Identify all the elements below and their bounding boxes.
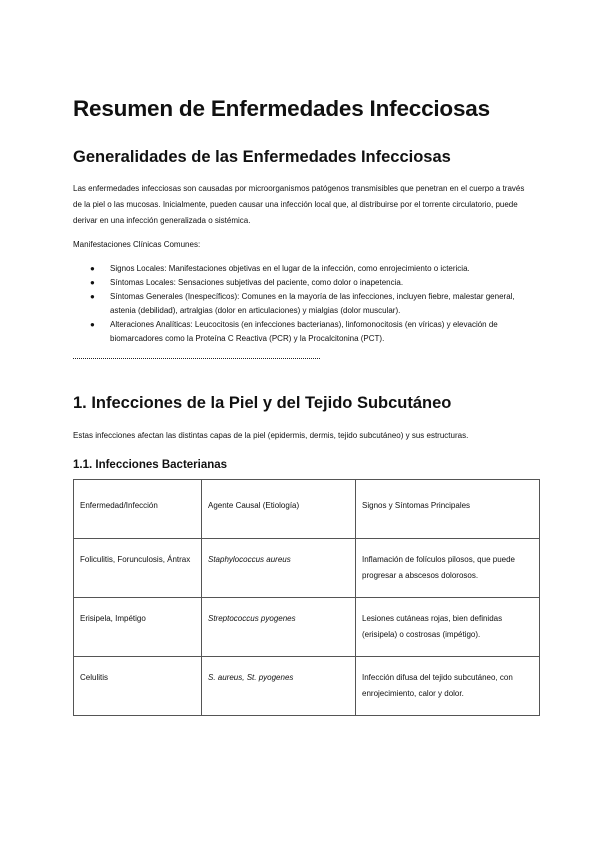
table-cell-agent: Staphylococcus aureus: [202, 539, 356, 598]
list-item-text: Síntomas Generales (Inespecíficos): Comunes en la mayoría de las infecciones, incluyen fiebre, malestar general, astenia (debilidad), artralgias (dolor en articulaciones) y mialgias (dolor muscular).: [110, 292, 515, 315]
list-item: [73, 276, 523, 290]
bullet-icon: ●: [90, 264, 95, 273]
table-cell-symptoms: Infección difusa del tejido subcutáneo, con enrojecimiento, calor y dolor.: [356, 657, 540, 716]
list-item-text: Síntomas Locales: Sensaciones subjetivas del paciente, como dolor o inapetencia.: [110, 278, 404, 287]
bacterial-infections-subheading: 1.1. Infecciones Bacterianas: [73, 459, 228, 471]
bacterial-infections-table: [73, 479, 540, 716]
table-row: [74, 657, 540, 716]
table-cell-disease: Celulitis: [74, 657, 202, 716]
table-row: [74, 598, 540, 657]
table-cell-symptoms: Lesiones cutáneas rojas, bien definidas (erisipela) o costrosas (impétigo).: [356, 598, 540, 657]
list-item-text: Alteraciones Analíticas: Leucocitosis (en infecciones bacterianas), linfomonocitosis (en víricas) y elevación de biomarcadores como la Proteína C Reactiva (PCR) y la Procalcitonina (PCT).: [110, 320, 498, 343]
bullet-icon: ●: [90, 278, 95, 287]
bullet-icon: ●: [90, 320, 95, 329]
table-cell-disease: Foliculitis, Forunculosis, Ántrax: [74, 539, 202, 598]
list-item: [73, 318, 523, 346]
table-header-disease: Enfermedad/Infección: [74, 480, 202, 539]
table-header-symptoms: Signos y Síntomas Principales: [356, 480, 540, 539]
list-item: [73, 262, 523, 276]
table-cell-disease: Erisipela, Impétigo: [74, 598, 202, 657]
section-general-intro: Las enfermedades infecciosas son causadas por microorganismos patógenos transmisibles que penetran en el cuerpo a través de la piel o las mucosas. Inicialmente, pueden causar una infección local que, al distribuirse por el torrente circulatorio, puede derivar en una infección generalizada o sistémica.: [73, 184, 525, 225]
document-title: Resumen de Enfermedades Infecciosas: [73, 96, 490, 121]
list-item-text: Signos Locales: Manifestaciones objetivas en el lugar de la infección, como enrojecimiento o ictericia.: [110, 264, 470, 273]
list-item: [73, 290, 523, 318]
manifestations-label: Manifestaciones Clínicas Comunes:: [73, 240, 201, 249]
section-skin-heading: 1. Infecciones de la Piel y del Tejido Subcutáneo: [73, 394, 452, 412]
table-header-row: [74, 480, 540, 539]
table-cell-symptoms: Inflamación de folículos pilosos, que puede progresar a abscesos dolorosos.: [356, 539, 540, 598]
table-header-agent: Agente Causal (Etiología): [202, 480, 356, 539]
dotted-separator: [73, 358, 320, 361]
section-general-heading: Generalidades de las Enfermedades Infecciosas: [73, 148, 451, 166]
bullet-icon: ●: [90, 292, 95, 301]
table-cell-agent: Streptococcus pyogenes: [202, 598, 356, 657]
manifestations-list: [73, 262, 523, 346]
table-row: [74, 539, 540, 598]
section-skin-intro: Estas infecciones afectan las distintas capas de la piel (epidermis, dermis, tejido subcutáneo) y sus estructuras.: [73, 431, 469, 440]
table-cell-agent: S. aureus, St. pyogenes: [202, 657, 356, 716]
